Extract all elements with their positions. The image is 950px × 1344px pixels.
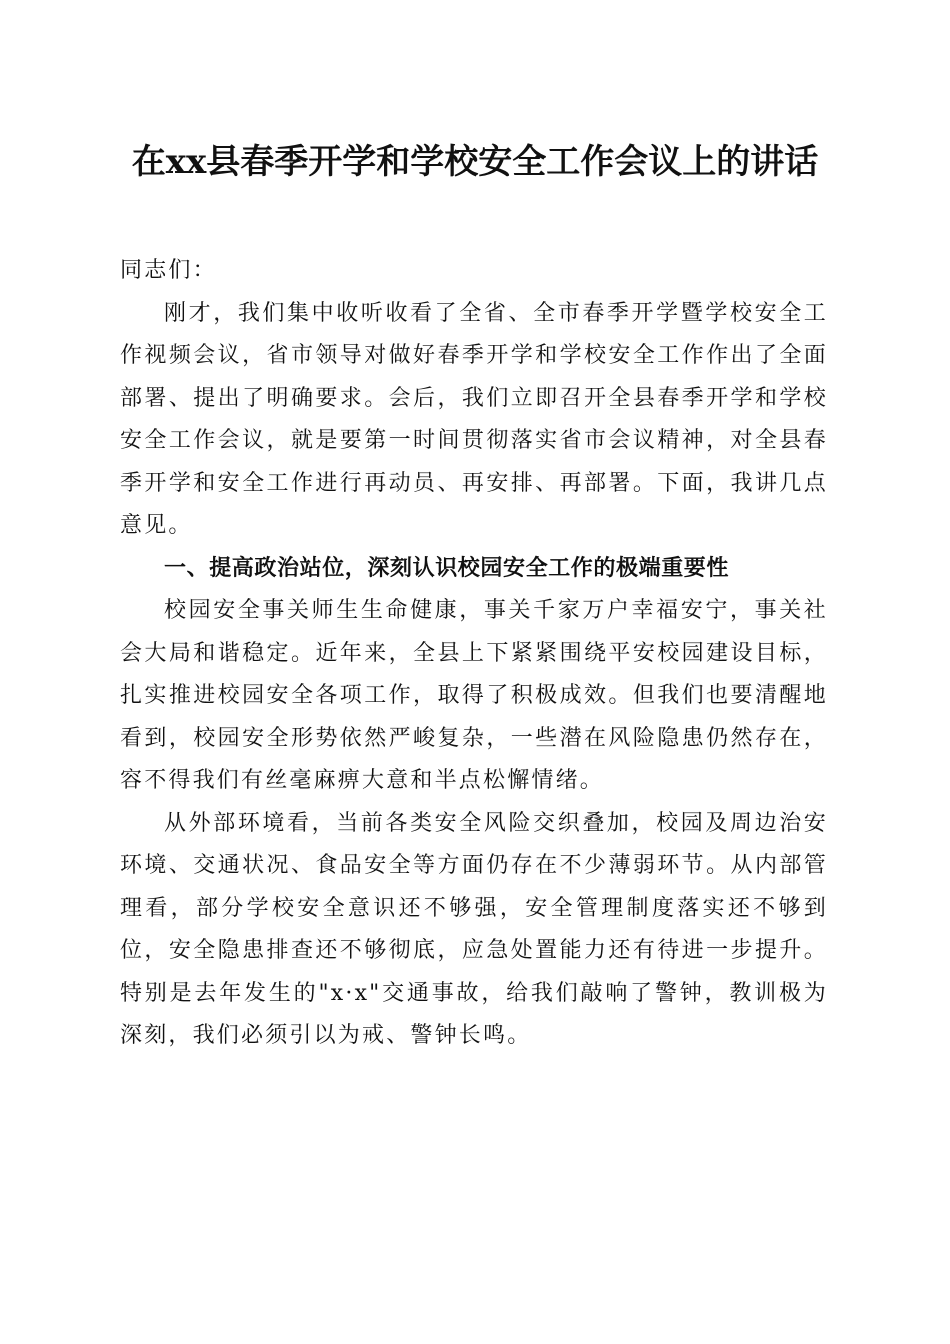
document-title: 在xx县春季开学和学校安全工作会议上的讲话 <box>131 142 819 182</box>
section-heading-1: 一、提高政治站位，深刻认识校园安全工作的极端重要性 <box>164 555 730 581</box>
opening-paragraph: 刚才，我们集中收听收看了全省、全市春季开学暨学校安全工作视频会议，省市领导对做好春季开学和学校安全工作作出了全面部署、提出了明确要求。会后，我们立即召开全县春季开学和学校安全工作会议，就是要第一时间贯彻落实省市会议精神，对全县春季开学和安全工作进行再动员、再安排、再部署。下面，我讲几点意见。 <box>120 300 828 538</box>
document-body <box>120 250 828 1058</box>
salutation: 同志们： <box>120 258 217 283</box>
section-1-paragraph-1: 校园安全事关师生生命健康，事关千家万户幸福安宁，事关社会大局和谐稳定。近年来，全县上下紧紧围绕平安校园建设目标，扎实推进校园安全各项工作，取得了积极成效。但我们也要清醒地看到，校园安全形势依然严峻复杂，一些潜在风险隐患仍然存在，容不得我们有丝毫麻痹大意和半点松懈情绪。 <box>120 598 828 793</box>
section-1-paragraph-2: 从外部环境看，当前各类安全风险交织叠加，校园及周边治安环境、交通状况、食品安全等方面仍存在不少薄弱环节。从内部管理看，部分学校安全意识还不够强，安全管理制度落实还不够到位，安全隐患排查还不够彻底，应急处置能力还有待进一步提升。特别是去年发生的"x·x"交通事故，给我们敲响了警钟，教训极为深刻，我们必须引以为戒、警钟长鸣。 <box>120 810 828 1048</box>
